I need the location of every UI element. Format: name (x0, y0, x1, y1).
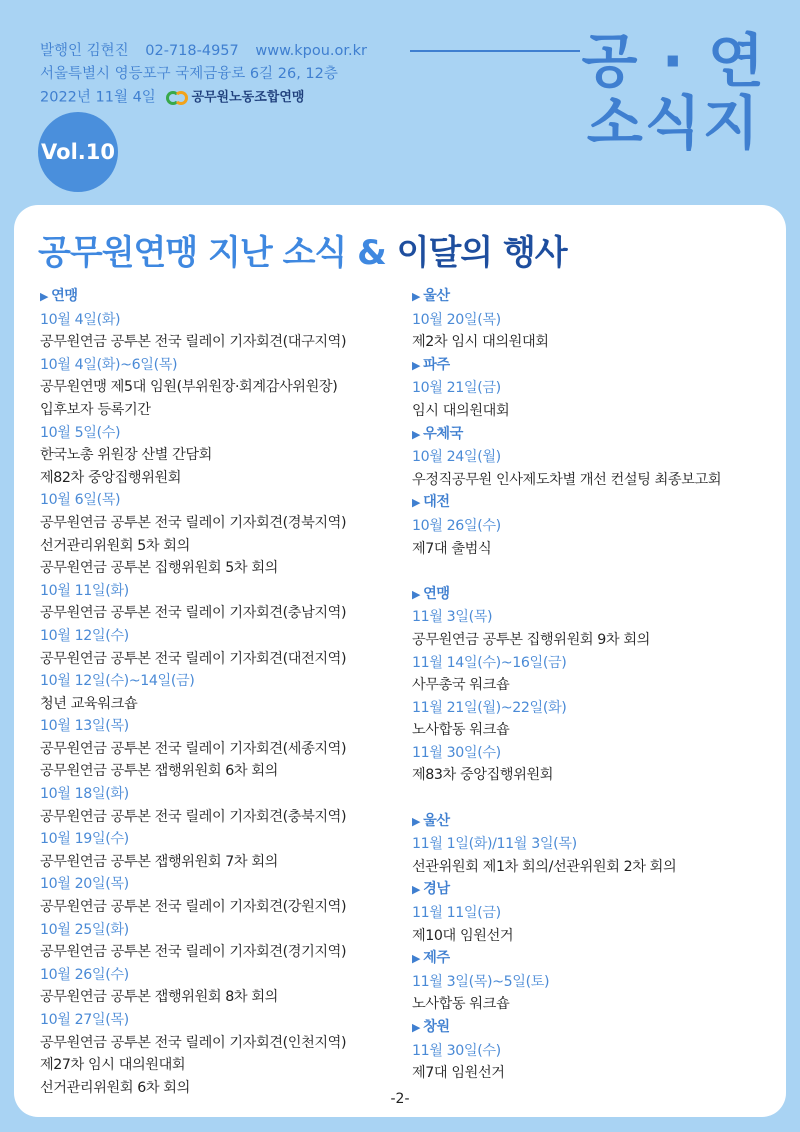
page-number: -2- (390, 1091, 410, 1107)
event-item: 사무총국 워크숍 (412, 677, 510, 694)
event-item: 공무원연금 공투본 집행위원회 9차 회의 (412, 631, 650, 648)
section-label: 파주 (423, 356, 450, 373)
publisher: 발행인 김현진 (40, 43, 129, 59)
section-heading (412, 947, 782, 971)
title-part-2: 이달의 행사 (396, 233, 567, 273)
event-item: 임시 대의원대회 (412, 402, 510, 419)
event-item: 제7대 출범식 (412, 540, 492, 557)
event-date: 10월 11일(화) (40, 582, 129, 599)
right-column (412, 285, 782, 1085)
event-item: 제2차 임시 대의원대회 (412, 334, 549, 351)
event-item: 노사합동 워크숍 (412, 722, 510, 739)
event-item: 공무원연금 공투본 전국 릴레이 기자회견(강원지역) (40, 899, 347, 916)
section-label: 대전 (423, 494, 450, 511)
event-date: 11월 1일(화)/11월 3일(목) (412, 836, 577, 853)
header-divider (410, 50, 580, 52)
brand-line-2: 소식지 (586, 89, 761, 157)
section-label: 울산 (423, 288, 450, 304)
event-item: 공무원연금 공투본 전국 릴레이 기자회견(충남지역) (40, 605, 347, 622)
event-date: 10월 5일(수) (40, 424, 121, 441)
section-heading (412, 1016, 782, 1040)
event-date: 10월 20일(목) (40, 876, 129, 893)
event-date: 10월 21일(금) (412, 380, 501, 397)
section-heading (412, 354, 782, 378)
event-item: 공무원연금 공투본 잽행위원회 8차 회의 (40, 989, 278, 1006)
event-date: 11월 3일(목) (412, 609, 493, 626)
event-item: 노사합동 워크숍 (412, 996, 510, 1013)
content-card (14, 205, 786, 1117)
event-date: 10월 20일(목) (412, 311, 501, 328)
event-item: 공무원연금 공투본 전국 릴레이 기자회견(대구지역) (40, 334, 347, 351)
event-date: 10월 18일(화) (40, 786, 129, 803)
section-label: 경남 (423, 881, 450, 898)
section-heading (40, 285, 410, 309)
section-spacer (412, 787, 782, 810)
event-item: 공무원연금 공투본 전국 릴레이 기자회견(충북지역) (40, 808, 347, 825)
event-item: 제83차 중앙집행위원회 (412, 767, 554, 784)
section-heading (412, 423, 782, 447)
triangle-icon: ▶ (412, 883, 421, 897)
event-item: 선거관리위원회 6차 회의 (40, 1079, 190, 1096)
event-date: 10월 12일(수) (40, 627, 129, 644)
event-item: 제10대 임원선거 (412, 927, 514, 944)
event-date: 11월 11일(금) (412, 905, 501, 922)
triangle-icon: ▶ (412, 587, 421, 601)
event-date: 11월 30일(수) (412, 744, 501, 761)
section-heading (412, 285, 782, 309)
org-logo-icon (166, 90, 188, 106)
event-item: 입후보자 등록기간 (40, 401, 151, 418)
section-heading (412, 878, 782, 902)
section-heading (412, 583, 782, 607)
triangle-icon: ▶ (412, 358, 421, 372)
event-item: 한국노총 위원장 산별 간담회 (40, 447, 212, 464)
event-date: 11월 30일(수) (412, 1042, 501, 1059)
event-date: 11월 3일(목)~5일(토) (412, 973, 550, 990)
event-date: 10월 4일(화)~6일(목) (40, 356, 178, 373)
triangle-icon: ▶ (412, 1021, 421, 1034)
phone: 02-718-4957 (145, 43, 239, 59)
event-item: 공무원연금 공투본 전국 릴레이 기자회견(경북지역) (40, 514, 347, 531)
event-item: 공무원연금 공투본 전국 릴레이 기자회견(대전지역) (40, 650, 347, 667)
event-item: 공무원연금 공투본 집행위원회 5차 회의 (40, 560, 278, 577)
event-date: 11월 21일(월)~22일(화) (412, 699, 567, 716)
triangle-icon: ▶ (40, 290, 49, 303)
publish-date: 2022년 11월 4일 (40, 89, 156, 106)
masthead-info (40, 40, 367, 110)
address: 서울특별시 영등포구 국제금융로 6길 26, 12층 (40, 66, 338, 82)
section-label: 창원 (423, 1019, 450, 1035)
volume-badge: Vol.10 (38, 112, 118, 192)
triangle-icon: ▶ (412, 290, 421, 303)
event-item: 공무원연금 공투본 전국 릴레이 기자회견(인천지역) (40, 1034, 347, 1051)
event-item: 공무원연맹 제5대 임원(부위원장·회계감사위원장) (40, 379, 338, 396)
event-date: 10월 19일(수) (40, 831, 129, 848)
section-spacer (412, 560, 782, 583)
org-logo (166, 86, 304, 109)
event-item: 공무원연금 공투본 전국 릴레이 기자회견(경기지역) (40, 944, 347, 961)
event-date: 11월 14일(수)~16일(금) (412, 654, 567, 671)
left-column (40, 285, 410, 1099)
event-date: 10월 26일(수) (40, 966, 129, 983)
triangle-icon: ▶ (412, 427, 421, 441)
newsletter-brand (581, 27, 766, 157)
section-label: 우체국 (423, 425, 463, 442)
event-item: 선관위원회 제1차 회의/선관위원회 2차 회의 (412, 858, 677, 875)
triangle-icon: ▶ (412, 814, 421, 828)
event-date: 10월 27일(목) (40, 1012, 129, 1028)
section-heading (412, 491, 782, 515)
masthead-contact-row (40, 40, 367, 63)
triangle-icon: ▶ (412, 496, 421, 510)
section-label: 제주 (423, 950, 450, 967)
event-item: 청년 교육워크숍 (40, 695, 138, 712)
event-date: 10월 12일(수)~14일(금) (40, 673, 195, 690)
event-item: 선거관리위원회 5차 회의 (40, 537, 190, 554)
brand-line-1: 공 · 연 (581, 27, 766, 95)
website-link[interactable]: www.kpou.or.kr (255, 43, 367, 59)
triangle-icon: ▶ (412, 952, 421, 966)
org-name: 공무원노동조합연맹 (191, 90, 305, 105)
section-label: 연맹 (51, 288, 78, 304)
event-item: 제7대 임원선거 (412, 1065, 505, 1082)
event-date: 10월 26일(수) (412, 517, 501, 534)
event-item: 공무원연금 공투본 잽행위원회 7차 회의 (40, 853, 278, 870)
section-heading (412, 810, 782, 834)
event-item: 제82차 중앙집행위원회 (40, 469, 182, 486)
event-date: 10월 24일(월) (412, 449, 501, 466)
title-part-1: 공무원연맹 지난 소식 & (38, 233, 397, 273)
section-label: 울산 (423, 812, 450, 829)
event-date: 10월 4일(화) (40, 311, 121, 328)
event-date: 10월 25일(화) (40, 921, 129, 938)
event-item: 우정직공무원 인사제도차별 개선 컨설팅 최종보고회 (412, 471, 722, 488)
masthead-date-row (40, 86, 367, 110)
page-title (38, 225, 567, 274)
section-label: 연맹 (423, 585, 450, 602)
event-date: 10월 13일(목) (40, 718, 129, 735)
event-item: 공무원연금 공투본 전국 릴레이 기자회견(세종지역) (40, 740, 347, 757)
event-date: 10월 6일(목) (40, 492, 121, 509)
event-item: 제27차 임시 대의원대회 (40, 1057, 186, 1074)
event-item: 공무원연금 공투본 잽행위원회 6차 회의 (40, 763, 278, 780)
